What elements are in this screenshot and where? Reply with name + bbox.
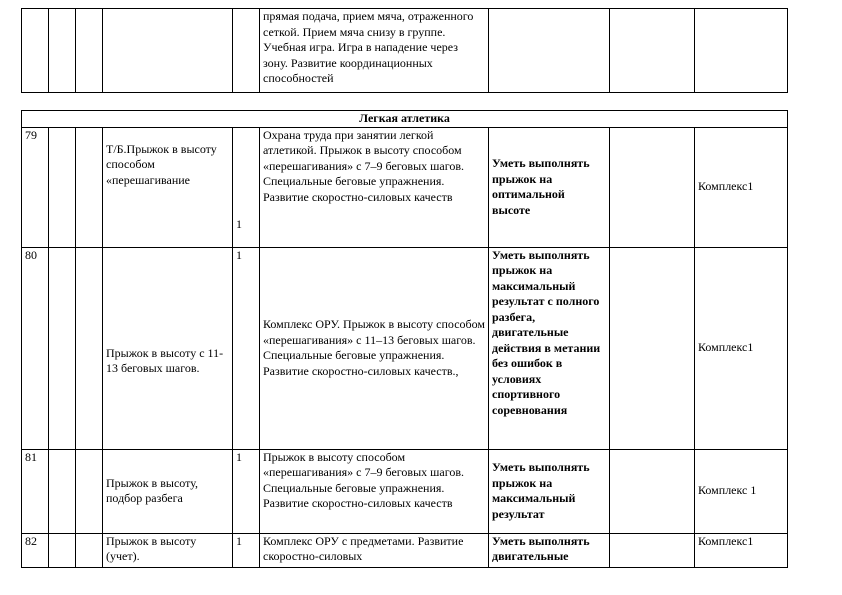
table-row: [22, 9, 788, 93]
cell-hours: 1: [233, 247, 260, 449]
cell-hours: 1: [233, 449, 260, 533]
cell-date-plan: [49, 247, 76, 449]
cell-control: Комплекс1: [695, 533, 788, 567]
cell-content: Охрана труда при занятии легкой атлетикой. Прыжок в высоту способом «перешагивания» с 7–9 беговых шагов. Специальные беговые упражнения. Развитие скоростно-силовых качеств: [260, 127, 489, 247]
cell-hours: 1: [233, 533, 260, 567]
cell-control: Комплекс1: [695, 247, 788, 449]
cell-date-fact: [76, 247, 103, 449]
section-title: Легкая атлетика: [22, 111, 788, 128]
cell-topic: Прыжок в высоту, подбор разбега: [103, 449, 233, 533]
content-text: прямая подача, прием мяча, отраженного сеткой. Прием мяча снизу в группе. Учебная игра. Игра в нападение через зону. Развитие координационных способностей: [263, 9, 474, 85]
cell-requirements: [489, 9, 610, 93]
cell-content: Комплекс ОРУ с предметами. Развитие скоростно-силовых: [260, 533, 489, 567]
cell-hours: [233, 9, 260, 93]
cell-hours: 1: [233, 127, 260, 247]
cell-num: [22, 9, 49, 93]
cell-requirements: Уметь выполнять прыжок на максимальный результат с полного разбега, двигательные действия в метании без ошибок в условиях спортивного соревнования: [489, 247, 610, 449]
cell-date-fact: [76, 533, 103, 567]
top-fragment-table: [21, 8, 788, 93]
cell-num: 81: [22, 449, 49, 533]
cell-num: 79: [22, 127, 49, 247]
cell-content: Комплекс ОРУ. Прыжок в высоту способом «перешагивания» с 11–13 беговых шагов. Специальные беговые упражнения. Развитие скоростно-силовых качеств.,: [260, 247, 489, 449]
cell-extra: [610, 247, 695, 449]
cell-control: Комплекс 1: [695, 449, 788, 533]
cell-topic: Прыжок в высоту (учет).: [103, 533, 233, 567]
cell-topic: [103, 9, 233, 93]
cell-requirements: Уметь выполнять прыжок на оптимальной высоте: [489, 127, 610, 247]
cell-date-plan: [49, 533, 76, 567]
cell-date-plan: [49, 9, 76, 93]
cell-extra: [610, 533, 695, 567]
lesson-plan-table: [21, 110, 788, 568]
cell-date-plan: [49, 449, 76, 533]
cell-topic: Прыжок в высоту с 11-13 беговых шагов.: [103, 247, 233, 449]
cell-extra: [610, 127, 695, 247]
cell-date-plan: [49, 127, 76, 247]
cell-topic: Т/Б.Прыжок в высоту способом «перешагивание: [103, 127, 233, 247]
cell-requirements: Уметь выполнять двигательные: [489, 533, 610, 567]
cell-content: [260, 9, 489, 93]
table-row: [22, 247, 788, 449]
cell-date-fact: [76, 449, 103, 533]
cell-requirements: Уметь выполнять прыжок на максимальный результат: [489, 449, 610, 533]
cell-date-fact: [76, 127, 103, 247]
cell-num: 82: [22, 533, 49, 567]
cell-extra: [610, 9, 695, 93]
section-header-row: [22, 111, 788, 128]
cell-extra: [610, 449, 695, 533]
table-row: [22, 449, 788, 533]
table-row: [22, 127, 788, 247]
cell-content: Прыжок в высоту способом «перешагивания» с 7–9 беговых шагов. Специальные беговые упражнения. Развитие скоростно-силовых качеств: [260, 449, 489, 533]
cell-date-fact: [76, 9, 103, 93]
table-row: [22, 533, 788, 567]
cell-control: [695, 9, 788, 93]
cell-num: 80: [22, 247, 49, 449]
cell-control: Комплекс1: [695, 127, 788, 247]
